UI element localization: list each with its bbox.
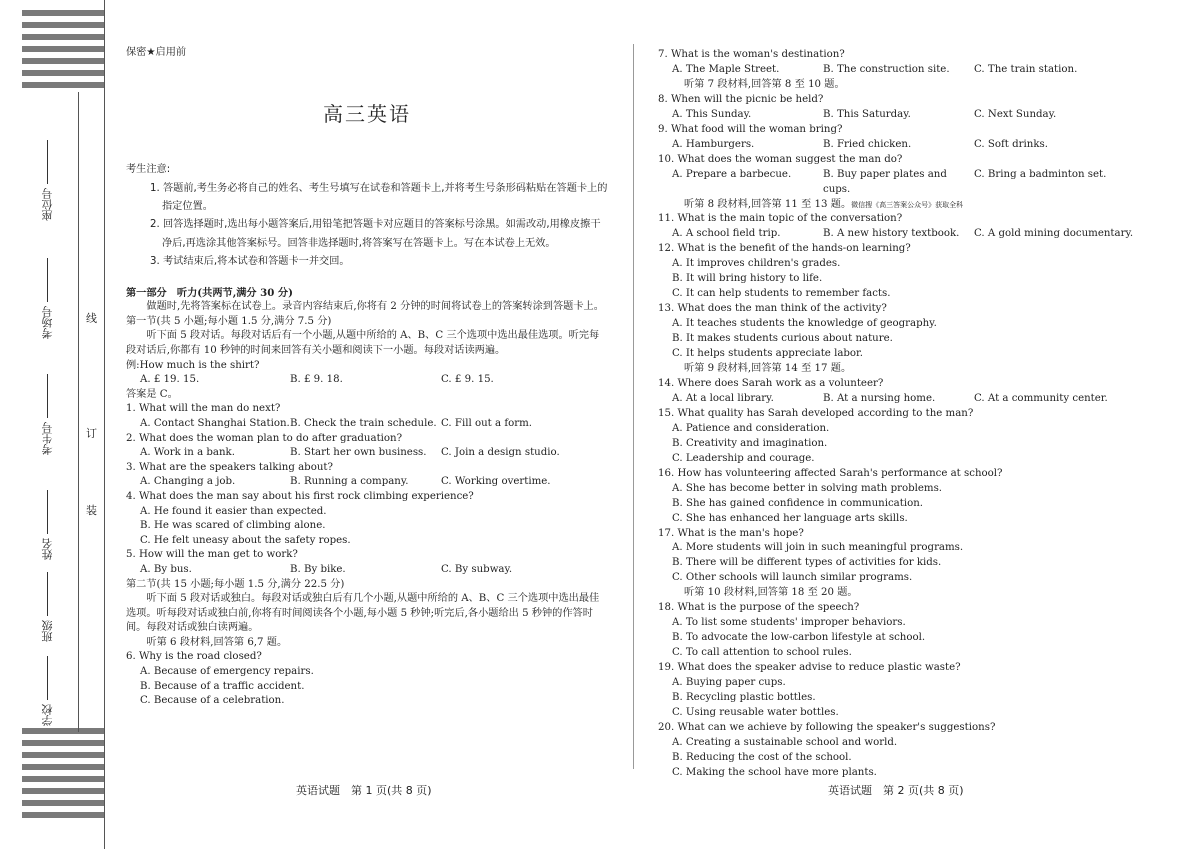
section1-intro: 听下面 5 段对话。每段对话后有一个小题,从题中所给的 A、B、C 三个选项中选出最佳选项。听完每段对话后,你都有 10 秒钟的时间来回答有关小题和阅读下一小题。每段对话读两遍。 — [126, 330, 600, 356]
material-note: 听第 7 段材料,回答第 8 至 10 题。 — [684, 78, 845, 90]
option: A. He found it easier than expected. — [140, 505, 327, 517]
material-note: 听第 10 段材料,回答第 18 至 20 题。 — [684, 587, 858, 599]
seat-number-label: 座位号 — [40, 140, 70, 221]
question: 18. What is the purpose of the speech? — [658, 602, 860, 614]
material-note-text: 听第 8 段材料,回答第 11 至 13 题。 — [684, 198, 852, 210]
option: A. It improves children's grades. — [672, 258, 841, 270]
question: 8. When will the picnic be held? — [658, 93, 824, 105]
option: B. It makes students curious about nature. — [672, 333, 893, 345]
example-question: 例:How much is the shirt? — [126, 359, 260, 371]
option: C. Because of a celebration. — [140, 695, 285, 707]
options-row — [126, 417, 608, 432]
option: A. She has become better in solving math problems. — [672, 482, 943, 494]
page-footer-2: 英语试题 第 2 页(共 8 页) — [828, 784, 964, 797]
option: A. To list some students' improper behaviors. — [672, 617, 906, 629]
option: A. Hamburgers. — [672, 138, 755, 150]
question: 12. What is the benefit of the hands-on learning? — [658, 243, 911, 255]
question: 7. What is the woman's destination? — [658, 49, 845, 60]
question: 5. How will the man get to work? — [126, 549, 298, 561]
question: 4. What does the man say about his first rock climbing experience? — [126, 490, 474, 502]
part1-intro: 做题时,先将答案标在试卷上。录音内容结束后,你将有 2 分钟的时间将试卷上的答案转涂到答题卡上。 — [146, 301, 604, 313]
options-row — [126, 563, 608, 578]
option: A. Because of emergency repairs. — [140, 666, 314, 678]
class-label: 班级 — [40, 572, 70, 642]
option: B. The construction site. — [823, 63, 950, 75]
question: 16. How has volunteering affected Sarah's performance at school? — [658, 467, 1003, 479]
exam-room-label: 考场号 — [40, 258, 70, 339]
question: 17. What is the man's hope? — [658, 527, 804, 539]
option: C. She has enhanced her language arts skills. — [672, 512, 908, 524]
option: B. To advocate the low-carbon lifestyle at school. — [672, 632, 926, 644]
question: 9. What food will the woman bring? — [658, 123, 843, 135]
option: A. At a local library. — [672, 392, 774, 404]
question: 2. What does the woman plan to do after graduation? — [126, 432, 403, 444]
option: B. Fried chicken. — [823, 138, 912, 150]
option: C. He felt uneasy about the safety ropes. — [140, 534, 351, 546]
option: C. £ 9. 15. — [441, 374, 494, 386]
option: A. Changing a job. — [140, 476, 236, 488]
option: A. Creating a sustainable school and world. — [672, 736, 898, 748]
question: 1. What will the man do next? — [126, 403, 281, 415]
question: 14. Where does Sarah work as a volunteer? — [658, 377, 884, 389]
section2-intro: 听下面 5 段对话或独白。每段对话或独白后有几个小题,从题中所给的 A、B、C 三个选项中选出最佳选项。听每段对话或独白前,你将有时间阅读各个小题,每小题 5 秒钟;听完后,各小题给出 5 秒钟的作答时间。每段对话或独白读两遍。 — [126, 593, 600, 634]
options-row — [658, 108, 1168, 123]
option: B. At a nursing home. — [823, 392, 936, 404]
option: C. Working overtime. — [441, 476, 551, 488]
option: A. Buying paper cups. — [672, 677, 786, 689]
option: A. It teaches students the knowledge of geography. — [672, 318, 937, 330]
option: C. Fill out a form. — [441, 417, 533, 429]
option: B. Running a company. — [290, 476, 409, 488]
material-note: 听第 6 段材料,回答第 6,7 题。 — [146, 636, 288, 648]
option: A. By bus. — [140, 563, 192, 575]
part1-heading: 第一部分 听力(共两节,满分 30 分) — [126, 286, 293, 299]
binding-inner-line — [78, 92, 79, 732]
option: B. There will be different types of activities for kids. — [672, 557, 942, 569]
option: B. Recycling plastic bottles. — [672, 691, 816, 703]
option: A. Prepare a barbecue. — [672, 168, 792, 180]
options-row — [658, 392, 1168, 407]
question: 6. Why is the road closed? — [126, 651, 262, 663]
page-1 — [126, 46, 608, 709]
option: B. Because of a traffic accident. — [140, 680, 305, 692]
confidential-mark: 保密★启用前 — [126, 47, 187, 58]
option: A. Patience and consideration. — [672, 422, 830, 434]
option: C. It helps students appreciate labor. — [672, 348, 864, 360]
option: C. Bring a badminton set. — [974, 168, 1107, 180]
question: 3. What are the speakers talking about? — [126, 461, 333, 473]
option: A. A school field trip. — [672, 228, 781, 240]
option: B. £ 9. 18. — [290, 374, 343, 386]
notes-heading: 考生注意: — [126, 164, 171, 176]
options-row — [658, 63, 1168, 78]
option: C. Next Sunday. — [974, 108, 1057, 120]
material-note: 听第 9 段材料,回答第 14 至 17 题。 — [684, 363, 852, 375]
option: C. Join a design studio. — [441, 447, 560, 459]
cut-mark-line: 线 — [86, 312, 97, 325]
page-footer-1: 英语试题 第 1 页(共 8 页) — [296, 784, 432, 797]
option: B. Check the train schedule. — [290, 417, 437, 429]
option: B. Start her own business. — [290, 447, 427, 459]
options-row — [126, 446, 608, 461]
option: C. Soft drinks. — [974, 138, 1048, 150]
option: A. Work in a bank. — [140, 447, 235, 459]
question: 10. What does the woman suggest the man do? — [658, 153, 903, 165]
example-options — [126, 373, 608, 388]
note-item: 3. 考试结束后,将本试卷和答题卡一并交回。 — [150, 256, 350, 268]
binding-edge — [104, 0, 105, 849]
question: 15. What quality has Sarah developed according to the man? — [658, 407, 974, 419]
option: C. By subway. — [441, 563, 513, 575]
school-label: 学校 — [40, 656, 70, 726]
question: 19. What does the speaker advise to reduce plastic waste? — [658, 662, 961, 674]
question: 11. What is the main topic of the conversation? — [658, 213, 903, 225]
option: B. This Saturday. — [823, 108, 911, 120]
material-note — [658, 198, 1168, 213]
option: B. She has gained confidence in communication. — [672, 497, 924, 509]
options-row — [658, 138, 1168, 153]
option: C. Using reusable water bottles. — [672, 706, 839, 718]
option: B. Buy paper plates and cups. — [823, 168, 947, 195]
option: A. £ 19. 15. — [140, 374, 200, 386]
question: 20. What can we achieve by following the speaker's suggestions? — [658, 721, 996, 733]
option: C. The train station. — [974, 63, 1078, 75]
note-item: 2. 回答选择题时,选出每小题答案后,用铅笔把答题卡对应题目的答案标号涂黑。如需改动,用橡皮擦干净后,再选涂其他答案标号。回答非选择题时,将答案写在答题卡上。写在本试卷上无效。 — [150, 219, 601, 249]
cut-mark-order: 订 — [86, 427, 97, 440]
option: B. By bike. — [290, 563, 346, 575]
options-row — [658, 227, 1168, 242]
option: A. More students will join in such meaningful programs. — [672, 542, 964, 554]
candidate-number-label: 考生号 — [40, 374, 70, 455]
notes-section — [126, 161, 608, 271]
watermark-text: 微信搜《高三答案公众号》获取全科 — [851, 200, 964, 209]
option: B. A new history textbook. — [823, 228, 960, 240]
note-item: 1. 答题前,考生务必将自己的姓名、考生号填写在试卷和答题卡上,并将考生号条形码粘贴在答题卡上的指定位置。 — [150, 182, 608, 212]
option: C. Other schools will launch similar programs. — [672, 572, 913, 584]
option: B. He was scared of climbing alone. — [140, 520, 326, 532]
cut-mark-bind: 装 — [86, 504, 97, 517]
option: B. Reducing the cost of the school. — [672, 751, 852, 763]
option: C. It can help students to remember facts. — [672, 288, 891, 300]
page-divider — [633, 44, 634, 769]
option: C. At a community center. — [974, 392, 1108, 404]
page-title: 高三英语 — [323, 101, 411, 126]
options-row — [126, 475, 608, 490]
options-row — [658, 168, 1168, 198]
section2-heading: 第二节(共 15 小题;每小题 1.5 分,满分 22.5 分) — [126, 578, 345, 590]
option: A. This Sunday. — [672, 108, 752, 120]
option: A. Contact Shanghai Station. — [140, 417, 290, 429]
example-answer: 答案是 C。 — [126, 388, 178, 400]
name-label: 姓名 — [40, 490, 70, 560]
option: C. Making the school have more plants. — [672, 766, 877, 778]
section1-heading: 第一节(共 5 小题;每小题 1.5 分,满分 7.5 分) — [126, 315, 332, 327]
option: A. The Maple Street. — [672, 63, 780, 75]
option: B. It will bring history to life. — [672, 273, 823, 285]
option: B. Creativity and imagination. — [672, 437, 828, 449]
option: C. To call attention to school rules. — [672, 647, 852, 659]
question: 13. What does the man think of the activity? — [658, 303, 887, 315]
page-2 — [658, 48, 1168, 781]
option: C. A gold mining documentary. — [974, 228, 1134, 240]
option: C. Leadership and courage. — [672, 452, 815, 464]
